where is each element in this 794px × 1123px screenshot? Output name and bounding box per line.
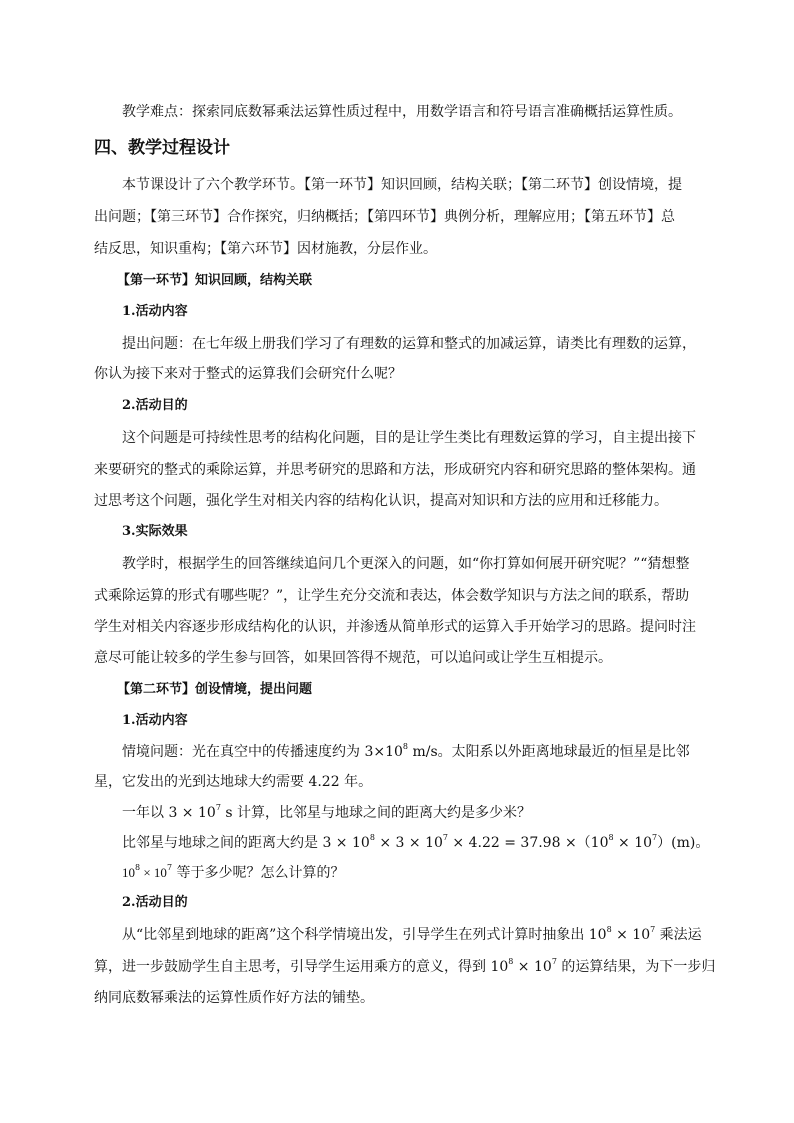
p1-text-a: 从“比邻星到地球的距离”这个科学情境出发，引导学生在列式计算时抽象出 10	[122, 927, 607, 943]
stage1-effect-label: 3.实际效果	[122, 524, 188, 539]
stage1-content-label: 1.活动内容	[122, 304, 188, 319]
stage1-purpose-line-1: 这个问题是可持续性思考的结构化问题，目的是让学生类比有理数运算的学习，自主提出接下	[122, 430, 696, 446]
dist-text-e: ）(m)。	[657, 835, 710, 851]
stage2-content-label: 1.活动内容	[122, 713, 188, 728]
stage1-effect-line-4: 意尽可能让较多的学生参与回答，如果回答得不规范，可以追问或让学生互相提示。	[94, 650, 612, 666]
stage1-purpose-label: 2.活动目的	[122, 398, 188, 413]
section-title: 四、教学过程设计	[94, 138, 230, 158]
situation-text-b: m/s。太阳系以外距离地球最近的恒星是比邻	[408, 744, 690, 760]
teaching-difficulty: 教学难点：探索同底数幂乘法运算性质过程中，用数学语言和符号语言准确概括运算性质。	[122, 104, 682, 120]
stage1-effect-line-3: 学生对相关内容逐步形成结构化的认识，并渗透从简单形式的运算入手开始学习的思路。提问时注	[94, 619, 696, 635]
stage2-purpose-line-3: 纳同底数幂乘法的运算性质作好方法的铺垫。	[94, 990, 374, 1006]
stage2-situation-line-1	[122, 742, 690, 762]
p1-exp-2: 7	[650, 925, 656, 935]
stage2-question-line	[122, 863, 344, 883]
intro-line-3: 结反思，知识重构；【第六环节】因材施教，分层作业。	[94, 241, 437, 257]
p2-exp-1: 8	[508, 957, 514, 967]
q-exp-1: 8	[135, 863, 141, 873]
year-text-a: 一年以 3 × 10	[122, 805, 216, 821]
year-text-b: s 计算，比邻星与地球之间的距离大约是多少米？	[220, 805, 531, 821]
dist-text-c: × 4.22 = 37.98 ×（10	[447, 835, 609, 851]
stage1-effect-line-1: 教学时，根据学生的回答继续追问几个更深入的问题，如“你打算如何展开研究呢？”“猜想整	[122, 556, 690, 572]
intro-line-1: 本节课设计了六个教学环节。【第一环节】知识回顾，结构关联；【第二环节】创设情境，提	[122, 177, 682, 193]
q-text-c: 等于多少呢？怎么计算的？	[172, 865, 345, 881]
q-exp-2: 7	[166, 863, 173, 873]
intro-line-2: 出问题；【第三环节】合作探究，归纳概括；【第四环节】典例分析，理解应用；【第五环节】总	[94, 209, 675, 225]
stage2-purpose-label: 2.活动目的	[122, 895, 188, 910]
stage2-year-line	[122, 803, 531, 823]
p2-text-b: × 10	[513, 959, 552, 975]
stage1-purpose-line-3: 过思考这个问题，强化学生对相关内容的结构化认识，提高对知识和方法的应用和迁移能力。	[94, 493, 668, 509]
stage2-distance-line	[122, 833, 709, 853]
stage2-purpose-line-2	[94, 957, 715, 977]
dist-exp-4: 7	[652, 833, 658, 843]
p1-text-b: × 10	[611, 927, 651, 943]
p2-text-a: 算，进一步鼓励学生自主思考，引导学生运用乘方的意义，得到 10	[94, 959, 509, 975]
dist-text-b: × 3 × 10	[374, 835, 443, 851]
dist-exp-3: 8	[608, 833, 614, 843]
stage1-content-line-1: 提出问题：在七年级上册我们学习了有理数的运算和整式的加减运算，请类比有理数的运算，	[122, 336, 696, 352]
p2-exp-2: 7	[551, 957, 557, 967]
p2-text-c: 的运算结果，为下一步归	[556, 959, 716, 975]
stage2-purpose-line-1	[122, 925, 702, 945]
stage1-content-line-2: 你认为接下来对于整式的运算我们会研究什么呢？	[94, 366, 402, 382]
dist-text-a: 比邻星与地球之间的距离大约是 3 × 10	[122, 835, 370, 851]
year-exponent: 7	[215, 803, 221, 813]
stage2-heading: 【第二环节】创设情境，提出问题	[117, 682, 313, 697]
p1-exp-1: 8	[606, 925, 612, 935]
stage2-situation-line-2: 星，它发出的光到达地球大约需要 4.22 年。	[94, 774, 373, 790]
q-text-a: 10	[122, 865, 135, 880]
dist-exp-1: 8	[369, 833, 375, 843]
dist-exp-2: 7	[442, 833, 448, 843]
stage1-effect-line-2: 式乘除运算的形式有哪些呢？”，让学生充分交流和表达，体会数学知识与方法之间的联系，帮助	[94, 588, 690, 604]
situation-exponent: 8	[402, 742, 408, 752]
situation-text-a: 情境问题：光在真空中的传播速度约为 3×10	[122, 744, 403, 760]
stage1-heading: 【第一环节】知识回顾，结构关联	[117, 273, 313, 288]
dist-text-d: × 10	[613, 835, 653, 851]
p1-text-c: 乘法运	[655, 927, 702, 943]
q-text-b: × 10	[140, 865, 167, 880]
stage1-purpose-line-2: 来要研究的整式的乘除运算，并思考研究的思路和方法，形成研究内容和研究思路的整体架构。通	[94, 462, 696, 478]
